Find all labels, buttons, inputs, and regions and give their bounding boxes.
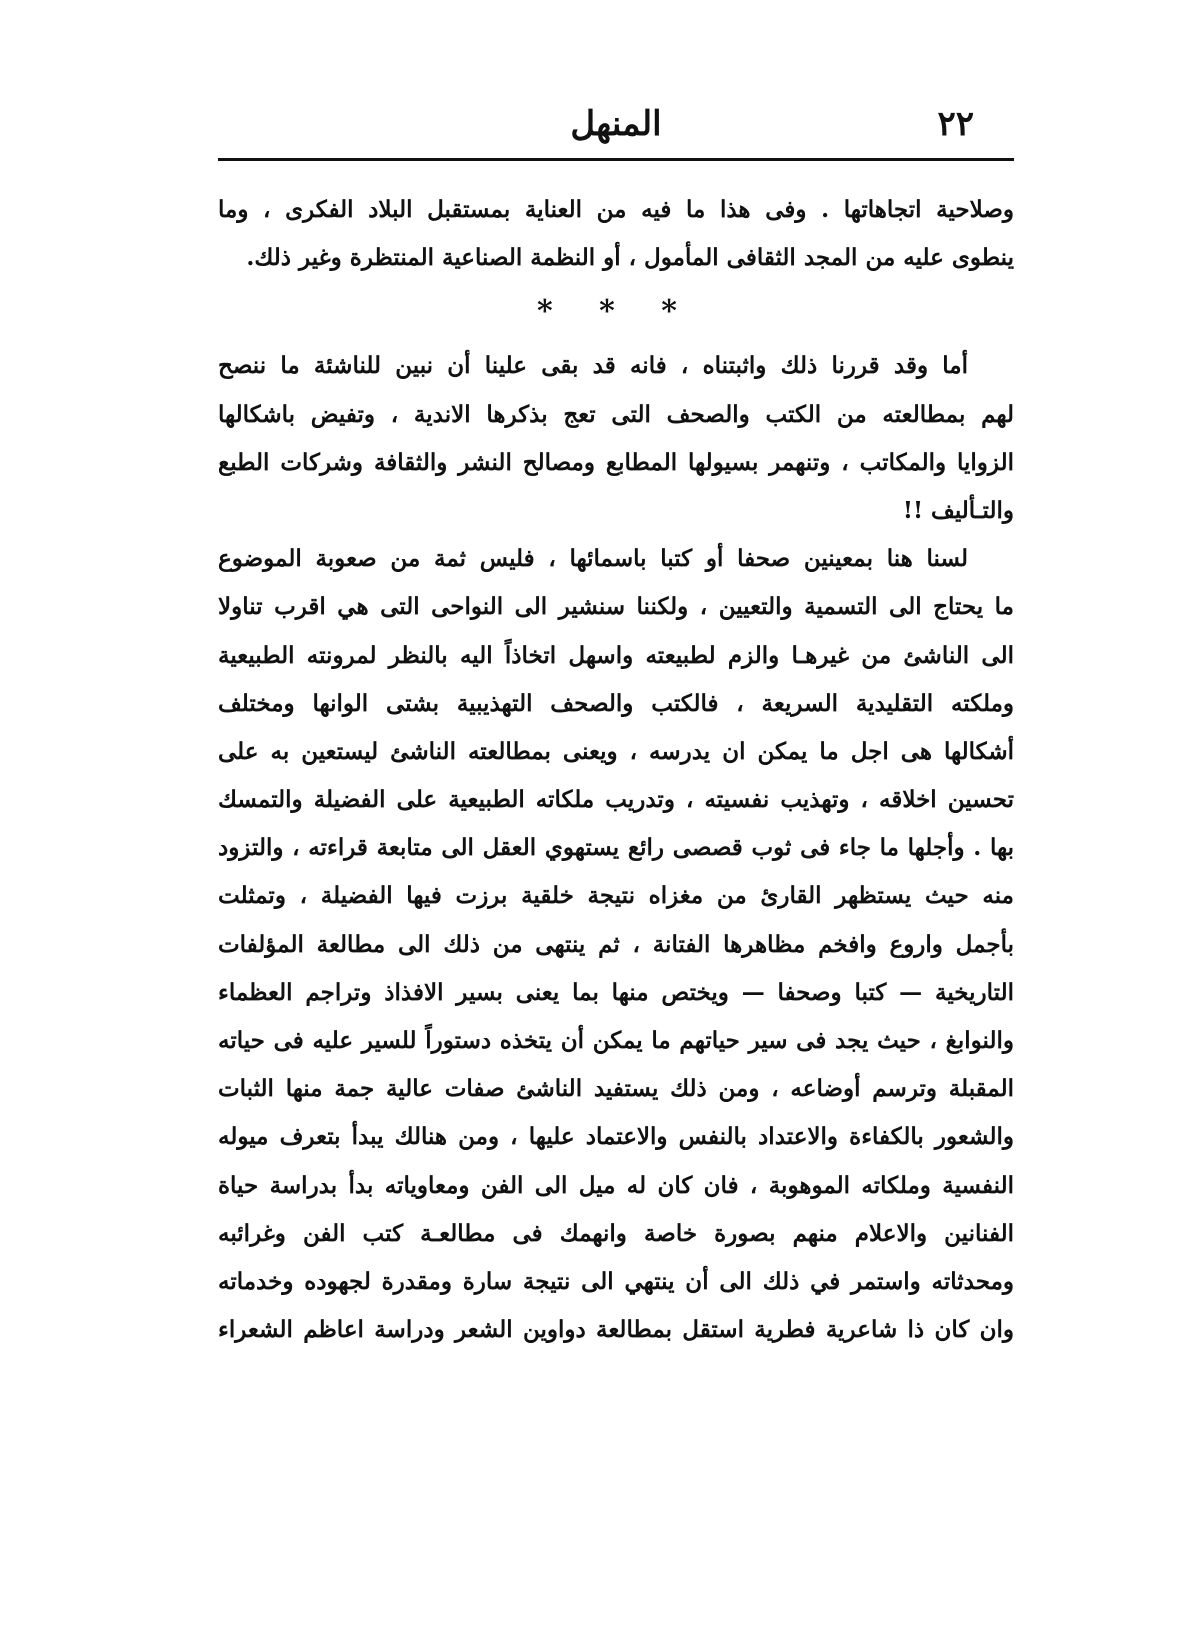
text-line: أشكالها هى اجل ما يمكن ان يدرسه ، ويعنى بمطالعته الناشئ ليستعين به على bbox=[218, 737, 1014, 765]
text-line: لسنا هنا بمعينين صحفا أو كتبا باسمائها ، فليس ثمة من صعوبة الموضوع bbox=[218, 545, 968, 573]
page-header bbox=[218, 100, 1014, 160]
section-separator: * * * bbox=[537, 294, 695, 330]
text-line: بأجمل واروع وافخم مظاهرها الفتانة ، ثم ينتهى من ذلك الى مطالعة المؤلفات bbox=[218, 930, 1014, 958]
header-rule bbox=[218, 158, 1014, 161]
text-line: أما وقد قررنا ذلك واثبتناه ، فانه قد بقى علينا أن نبين للناشئة ما ننصح bbox=[218, 352, 968, 380]
text-line: الى الناشئ من غيرهـا والزم لطبيعته واسهل اتخاذاً اليه بالنظر لمرونته الطبيعية bbox=[218, 641, 1014, 669]
text-line: الفنانين والاعلام منهم بصورة خاصة وانهمك فى مطالعـة كتب الفن وغرائبه bbox=[218, 1219, 1014, 1247]
text-line: تحسين اخلاقه ، وتهذيب نفسيته ، وتدريب ملكاته الطبيعية على الفضيلة والتمسك bbox=[218, 786, 1014, 814]
text-line: المقبلة وترسم أوضاعه ، ومن ذلك يستفيد الناشئ صفات عالية جمة منها الثبات bbox=[218, 1075, 1014, 1103]
text-line: وصلاحية اتجاهاتها . وفى هذا ما فيه من العناية بمستقبل البلاد الفكرى ، وما bbox=[218, 196, 1014, 223]
paragraph-2 bbox=[218, 535, 1014, 1354]
text-line: ينطوى عليه من المجد الثقافى المأمول ، أو النظمة الصناعية المنتظرة وغير ذلك. bbox=[246, 244, 1014, 272]
text-line: ما يحتاج الى التسمية والتعيين ، ولكننا سنشير الى النواحى التى هي اقرب تناولا bbox=[218, 593, 1014, 621]
text-line: والتـأليف !! bbox=[902, 496, 1014, 524]
paragraph-0 bbox=[218, 186, 1014, 282]
text-line: والنوابغ ، حيث يجد فى سير حياتهم ما يمكن أن يتخذه دستوراً للسير عليه فى حياته bbox=[218, 1027, 1014, 1054]
text-line: ومحدثاته واستمر في ذلك الى أن ينتهي الى نتيجة سارة ومقدرة لجهوده وخدماته bbox=[218, 1267, 1014, 1295]
text-line: النفسية وملكاته الموهوبة ، فان كان له ميل الى الفن ومعاوياته بدأ بدراسة حياة bbox=[218, 1171, 1014, 1199]
text-line: وملكته التقليدية السريعة ، فالكتب والصحف التهذيبية بشتى الوانها ومختلف bbox=[218, 689, 1014, 717]
paragraph-1 bbox=[218, 342, 1014, 535]
text-line: وان كان ذا شاعرية فطرية استقل بمطالعة دواوين الشعر ودراسة اعاظم الشعراء bbox=[218, 1316, 1014, 1344]
text-line: منه حيث يستظهر القارئ من مغزاه نتيجة خلقية برزت فيها الفضيلة ، وتمثلت bbox=[218, 882, 1014, 910]
text-line: التاريخية — كتبا وصحفا — ويختص منها بما يعنى بسير الافذاذ وتراجم العظماء bbox=[218, 978, 1014, 1006]
text-line: لهم بمطالعته من الكتب والصحف التى تعج بذكرها الاندية ، وتفيض باشكالها bbox=[218, 400, 1014, 428]
text-line: بها . وأجلها ما جاء فى ثوب قصصى رائع يستهوي العقل الى متابعة قراءته ، والتزود bbox=[218, 834, 1014, 862]
page-number: ٢٢ bbox=[937, 104, 974, 144]
text-line: والشعور بالكفاءة والاعتداد بالنفس والاعتماد عليها ، ومن هنالك يبدأ بتعرف ميوله bbox=[218, 1123, 1014, 1151]
running-title: المنهل bbox=[570, 104, 662, 144]
body-text bbox=[218, 186, 1014, 1354]
text-line: الزوايا والمكاتب ، وتنهمر بسيولها المطابع ومصالح النشر والثقافة وشركات الطبع bbox=[218, 448, 1014, 476]
